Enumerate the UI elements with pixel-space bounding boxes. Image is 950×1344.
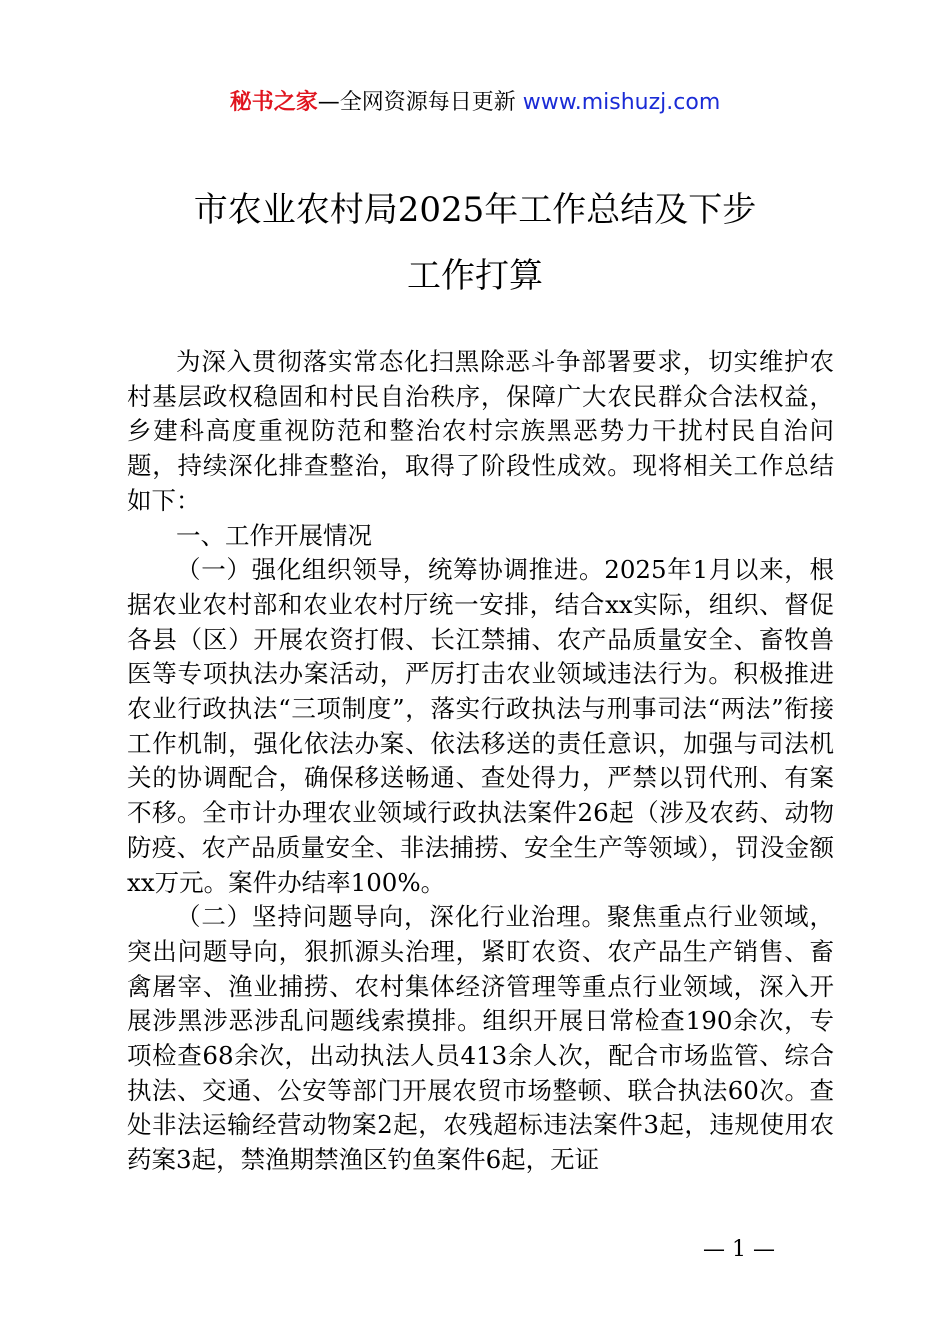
section-heading: 一、工作开展情况 xyxy=(176,520,372,550)
page-number: — 1 — xyxy=(703,1237,775,1262)
document-title-line-2: 工作打算 xyxy=(407,256,543,296)
body-paragraph: （二）坚持问题导向，深化行业治理。聚焦重点行业领域，突出问题导向，狠抓源头治理，紧盯农资、农产品生产销售、畜禽屠宰、渔业捕捞、农村集体经济管理等重点行业领域，深入开展涉黑涉恶涉乱问题线索摸排。组织开展日常检查190余次，专项检查68余次，出动执法人员413余人次，配合市场监管、综合执法、交通、公安等部门开展农贸市场整顿、联合执法60次。查处非法运输经营动物案2起，农残超标违法案件3起，违规使用农药案3起，禁渔期禁渔区钓鱼案件6起，无证 xyxy=(127,902,834,1175)
site-header xyxy=(0,88,950,118)
intro-paragraph: 为深入贯彻落实常态化扫黑除恶斗争部署要求，切实维护农村基层政权稳固和村民自治秩序，保障广大农民群众合法权益，乡建科高度重视防范和整治农村宗族黑恶势力干扰村民自治问题，持续深化排查整治，取得了阶段性成效。现将相关工作总结如下： xyxy=(127,347,834,515)
document-title-line-1: 市农业农村局2025年工作总结及下步 xyxy=(193,190,757,230)
site-brand: 秘书之家 xyxy=(229,90,318,115)
site-url-link[interactable]: www.mishuzj.com xyxy=(522,90,721,115)
body-paragraph: （一）强化组织领导，统筹协调推进。2025年1月以来，根据农业农村部和农业农村厅统一安排，结合xx实际，组织、督促各县（区）开展农资打假、长江禁捕、农产品质量安全、畜牧兽医等专项执法办案活动，严厉打击农业领域违法行为。积极推进农业行政执法“三项制度”，落实行政执法与刑事司法“两法”衔接工作机制，强化依法办案、依法移送的责任意识，加强与司法机关的协调配合，确保移送畅通、查处得力，严禁以罚代刑、有案不移。全市计办理农业领域行政执法案件26起（涉及农药、动物防疫、农产品质量安全、非法捕捞、安全生产等领域），罚没金额xx万元。案件办结率100%。 xyxy=(127,555,834,897)
site-tagline: —全网资源每日更新 xyxy=(317,90,523,115)
document-body xyxy=(127,345,834,1178)
